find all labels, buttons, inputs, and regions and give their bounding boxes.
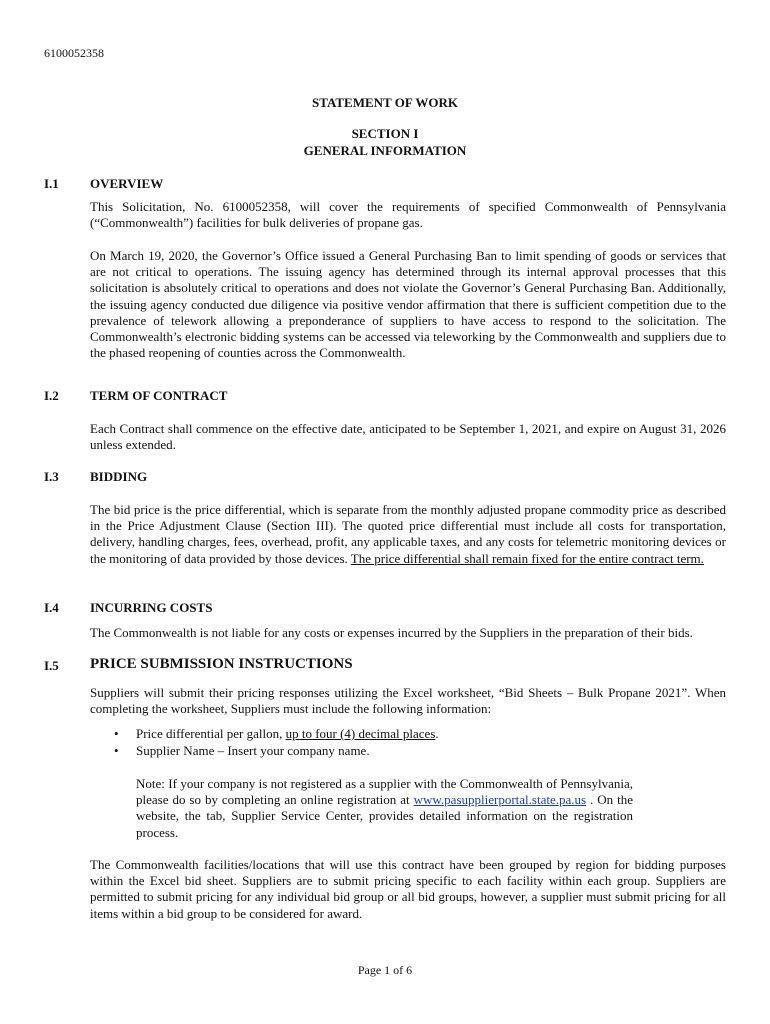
- bullet-icon: •: [114, 743, 119, 758]
- section-number: I.4: [44, 600, 59, 615]
- registration-note: [136, 776, 633, 841]
- underlined-text: up to four (4) decimal places: [285, 726, 436, 741]
- bullet-list: [110, 725, 710, 759]
- supplier-portal-link[interactable]: www.pasupplierportal.state.pa.us: [413, 792, 587, 808]
- note-text: . On the website, the tab, Supplier Service Center, provides detailed information on the registration process.: [136, 792, 633, 840]
- underlined-text: The price differential shall remain fixed for the entire contract term.: [350, 550, 704, 566]
- page-number: Page 1 of 6: [357, 963, 413, 977]
- section-heading: OVERVIEW: [90, 176, 164, 191]
- section-heading: TERM OF CONTRACT: [90, 388, 228, 403]
- paragraph: The Commonwealth facilities/locations that will use this contract have been grouped by region for bidding purposes within the Excel bid sheet. Suppliers are to submit pricing specific to each facility within each group. Suppliers are permitted to submit pricing for any individual bid group or all bid groups, however, a supplier must submit pricing for all items within a bid group to be considered for award.: [90, 857, 726, 921]
- bullet-icon: •: [114, 726, 119, 741]
- section-number: I.5: [44, 658, 59, 673]
- list-item: [110, 725, 710, 742]
- paragraph: The Commonwealth is not liable for any costs or expenses incurred by the Suppliers in the preparation of their bids.: [90, 625, 693, 640]
- paragraph: Suppliers will submit their pricing responses utilizing the Excel worksheet, “Bid Sheets – Bulk Propane 2021”. When completing the worksheet, Suppliers must include the following information:: [90, 685, 726, 717]
- section-heading: PRICE SUBMISSION INSTRUCTIONS: [90, 656, 353, 672]
- paragraph: Each Contract shall commence on the effective date, anticipated to be September 1, 2021, and expire on August 31, 2026 unless extended.: [90, 421, 726, 453]
- paragraph: [90, 502, 726, 567]
- paragraph: This Solicitation, No. 6100052358, will cover the requirements of specified Commonwealth of Pennsylvania (“Commonwealth”) facilities for bulk deliveries of propane gas.: [90, 199, 726, 231]
- document-id: 6100052358: [44, 46, 104, 60]
- section-title: SECTION I: [351, 126, 419, 141]
- note-text: Note: If your company is not registered as a supplier with the Commonwealth of Pennsylvania, please do so by completing an online registration at: [136, 776, 633, 808]
- list-item-text: .: [435, 726, 439, 741]
- section-heading: BIDDING: [90, 469, 148, 484]
- list-item-text: Supplier Name – Insert your company name.: [136, 743, 370, 758]
- document-title: STATEMENT OF WORK: [312, 95, 458, 110]
- paragraph-text: The bid price is the price differential, which is separate from the monthly adjusted propane commodity price as described in the Price Adjustment Clause (Section III). The quoted price differential must include all costs for transportation, delivery, handling charges, fees, overhead, profit, any applicable taxes, and any costs for telemetric monitoring devices or the monitoring of data provided by those devices.: [90, 502, 726, 566]
- section-number: I.1: [44, 176, 59, 191]
- list-item: [110, 742, 710, 759]
- paragraph: On March 19, 2020, the Governor’s Office issued a General Purchasing Ban to limit spending of goods or services that are not critical to operations. The issuing agency has determined through its internal approval processes that this solicitation is absolutely critical to operations and does not violate the Governor’s General Purchasing Ban. Additionally, the issuing agency conducted due diligence via positive vendor affirmation that there is sufficient competition due to the prevalence of telework allowing a preponderance of suppliers to have access to respond to the solicitation. The Commonwealth’s electronic bidding systems can be accessed via teleworking by the Commonwealth and suppliers due to the phased reopening of counties across the Commonwealth.: [90, 248, 726, 361]
- section-heading: INCURRING COSTS: [90, 600, 213, 615]
- section-number: I.2: [44, 388, 59, 403]
- list-item-text: Price differential per gallon,: [136, 726, 286, 741]
- section-subtitle: GENERAL INFORMATION: [303, 143, 467, 158]
- section-number: I.3: [44, 469, 59, 484]
